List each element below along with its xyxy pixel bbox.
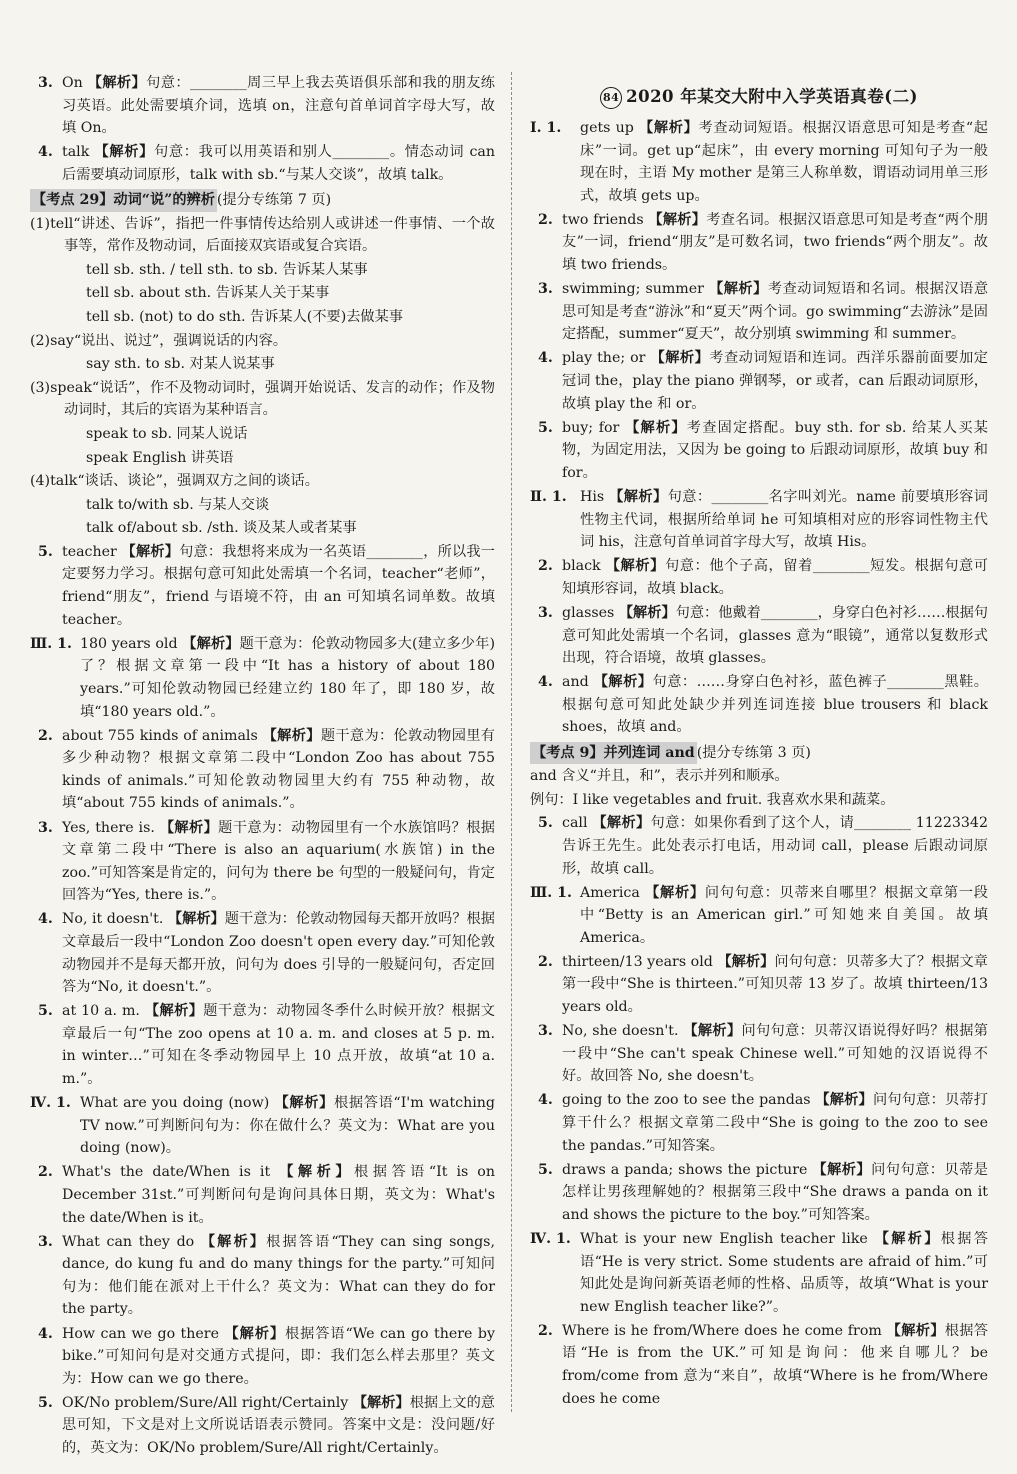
analysis-text: 题干意为：伦敦动物园多大(建立多少年)了？根据文章第一段中“It has a history of about 180 years.”可知伦敦动物园已经建立约 180 年了，即 180 岁，故填“180 years old.”。 [80, 635, 495, 720]
analysis-tag: 【解析】 [886, 1322, 945, 1339]
analysis-text: 句意：我想将来成为一名英语________，所以我一定要努力学习。根据句意可知此处需填一个名词，teacher“老师”，friend“朋友”，friend 与语境不符，由 an 可知填名词单数。故填 teacher。 [62, 543, 495, 628]
answer-text: Where is he from/Where does he come from [562, 1322, 882, 1339]
item-body [580, 882, 988, 950]
answer-item [30, 1000, 495, 1090]
answer-text: How can we go there [62, 1325, 219, 1342]
answer-item [530, 882, 988, 950]
left-column [30, 72, 495, 1461]
analysis-text: 句意：________名字叫刘光。name 前要填形容词性物主代词，根据所给单词 he 可知填相对应的形容词性物主代词 his，注意句首单词首字母大写，故填 His。 [580, 489, 988, 551]
item-body [62, 541, 495, 631]
key-point-text: (1)tell“讲述、告诉”，指把一件事情传达给别人或讲述一件事情、一个故事等，常作及物动词，后面接双宾语或复合宾语。 [30, 215, 495, 255]
item-body [62, 817, 495, 907]
analysis-text: 句意：我可以用英语和别人________。情态动词 can 后需要填动词原形，talk with sb.“与某人交谈”，故填 talk。 [62, 144, 495, 183]
answer-text: No, she doesn't. [562, 1023, 679, 1040]
item-number: 2. [538, 558, 553, 575]
analysis-tag: 【解析】 [650, 350, 710, 367]
answer-item [30, 72, 495, 140]
analysis-text: 句意：如果你看到了这个人，请________ 11223342 告诉王先生。此处表示打电话，用动词 call，please 后跟动词原形，故填 call。 [562, 815, 988, 877]
exam-title [530, 86, 988, 109]
analysis-tag: 【解析】 [639, 120, 699, 136]
analysis-tag: 【解析】 [274, 1095, 334, 1112]
analysis-tag: 【解析】 [262, 727, 321, 744]
answer-text: thirteen/13 years old [562, 953, 713, 970]
item-number: 2. [38, 1164, 53, 1181]
key-point-text: (3)speak“说话”，作不及物动词时，强调开始说话、发言的动作；作及物动词时，其后的宾语为某种语言。 [30, 379, 495, 419]
item-body [562, 1320, 988, 1410]
answer-item [530, 951, 988, 1019]
answer-item [530, 486, 988, 554]
item-number: 3. [538, 1023, 553, 1040]
answer-text: teacher [62, 543, 117, 560]
analysis-text: 根据答语“He is very strict. Some students are afraid of him.”可知此处是询问新英语老师的性格、品质等，故填“What is your new English teacher like?”。 [580, 1231, 988, 1315]
item-body [580, 117, 988, 207]
key-point-heading [30, 188, 495, 212]
answer-text: On [62, 75, 83, 91]
answer-text: glasses [562, 604, 615, 621]
analysis-tag: 【解析】 [121, 543, 180, 560]
answer-item [530, 1159, 988, 1227]
item-number: Ⅱ. 1. [530, 489, 567, 505]
item-number: 2. [538, 1322, 553, 1339]
key-point-text: and 含义“并且，和”，表示并列和顺承。 [530, 768, 789, 785]
item-body [62, 908, 495, 998]
item-body [562, 812, 988, 880]
analysis-text: 根据上文的意思可知，下文是对上文所说话语表示赞同。答案中文是：没问题/好的，英文为：OK/No problem/Sure/All right/Certainly。 [62, 1394, 495, 1457]
item-body [80, 633, 495, 723]
item-body [62, 1231, 495, 1321]
key-point-text: tell sb. (not) to do sth. 告诉某人(不要)去做某事 [86, 308, 403, 325]
answer-text: 180 years old [80, 635, 178, 652]
answer-item [530, 117, 988, 207]
answer-item [30, 633, 495, 723]
analysis-tag: 【解析】 [625, 419, 687, 436]
item-body [562, 1089, 988, 1157]
answer-text: His [580, 489, 605, 505]
item-body [62, 141, 495, 186]
answer-item [530, 1089, 988, 1157]
analysis-text: 句意：他个子高，留着________短发。根据句意可知填形容词，故填 black。 [562, 558, 988, 597]
item-number: 2. [38, 727, 53, 744]
analysis-text: 题干意为：伦敦动物园里有多少种动物？根据文章第二段中“London Zoo has about 755 kinds of animals.”可知伦敦动物园里大约有 755 种动物，故填“about 755 kinds of animals.”。 [62, 727, 495, 812]
analysis-tag: 【解析】 [648, 211, 707, 228]
answer-text: draws a panda; shows the picture [562, 1161, 808, 1178]
answer-item [530, 671, 988, 739]
answer-text: call [562, 815, 588, 832]
answer-item [530, 417, 988, 485]
key-point-heading [530, 741, 988, 765]
key-point-label: 【考点 9】并列连词 and [530, 742, 697, 765]
answer-item [530, 278, 988, 346]
analysis-tag: 【解析】 [144, 1003, 204, 1020]
answer-text: gets up [580, 120, 634, 136]
item-body [62, 725, 495, 815]
item-body [580, 1228, 988, 1318]
analysis-text: 根据答语“He is from the UK.”可知是询问：他来自哪儿？be from/come from 意为“来自”，故填“Where is he from/Where does he come [562, 1322, 988, 1407]
item-number: Ⅳ. 1. [30, 1095, 71, 1112]
analysis-text: 问句句意：贝蒂是怎样让男孩理解她的？根据第三段中“She draws a panda on it and shows the picture to the boy.”可知答案。 [562, 1161, 988, 1223]
answer-text: talk [62, 144, 90, 161]
analysis-text: 根据答语“I'm watching TV now.”可判断问句为：你在做什么？英文为：What are you doing (now)。 [80, 1095, 495, 1157]
key-point-text: say sth. to sb. 对某人说某事 [86, 356, 275, 373]
item-number: 3. [38, 75, 53, 91]
item-body [80, 1092, 495, 1160]
item-number: 3. [38, 819, 53, 836]
answer-item [30, 141, 495, 186]
answer-item [30, 1092, 495, 1160]
key-point-label: 【考点 29】动词“说”的辨析 [30, 189, 217, 212]
analysis-text: 考查固定搭配。buy sth. for sb. 给某人买某物，为固定用法，又因为 be going to 后跟动词原形，故填 buy 和 for。 [562, 419, 988, 481]
answer-item [530, 1020, 988, 1088]
answer-text: buy; for [562, 419, 620, 436]
key-point-text: tell sb. about sth. 告诉某人关于某事 [86, 285, 330, 302]
key-point-text: (2)say“说出、说过”，强调说话的内容。 [30, 332, 287, 349]
key-point-text: tell sb. sth. / tell sth. to sb. 告诉某人某事 [86, 261, 368, 278]
analysis-tag: 【解析】 [159, 819, 219, 836]
item-body [62, 1323, 495, 1391]
answer-item [530, 347, 988, 415]
analysis-text: 考查名词。根据汉语意思可知是考查“两个朋友”一词，friend“朋友”是可数名词，two friends“两个朋友”。故填 two friends。 [562, 211, 988, 274]
answer-text: America [580, 884, 640, 901]
analysis-tag: 【解析】 [182, 635, 240, 652]
answer-item [30, 1231, 495, 1321]
item-number: 5. [38, 1003, 53, 1020]
column-divider [511, 72, 512, 1412]
answer-item [530, 812, 988, 880]
key-point-reference: (提分专练第 7 页) [216, 191, 332, 208]
answer-item [30, 1323, 495, 1391]
item-body [562, 671, 988, 739]
answer-text: Yes, there is. [62, 819, 155, 836]
analysis-text: 问句句意：贝蒂多大了？根据文章第一段中“She is thirteen.”可知贝蒂 13 岁了。故填 thirteen/13 years old。 [562, 953, 988, 1016]
item-body [562, 278, 988, 346]
item-number: 4. [538, 350, 553, 367]
exam-title-text: 2020 年某交大附中入学英语真卷(二) [626, 87, 918, 106]
answer-item [30, 541, 495, 631]
answer-text: and [562, 674, 589, 691]
analysis-tag: 【解析】 [352, 1394, 410, 1411]
analysis-text: 题干意为：动物园里有一个水族馆吗？根据文章第二段中“There is also an aquarium(水族馆) in the zoo.”可知答案是肯定的，问句为 there be 句型的一般疑问句，肯定回答为“Yes, there is.”。 [62, 819, 495, 904]
analysis-tag: 【解析】 [200, 1233, 267, 1250]
item-number: 5. [538, 1161, 553, 1178]
analysis-tag: 【解析】 [815, 1092, 873, 1109]
item-number: 4. [538, 1092, 553, 1109]
analysis-text: 根据答语“They can sing songs, dance, do kung fu and do many things for the party.”可知问句为：他们能在派对上干什么？英文为：What can they do for the party。 [62, 1233, 495, 1318]
analysis-tag: 【解析】 [618, 604, 676, 621]
analysis-text: 问句句意：贝蒂打算干什么？根据文章第二段中“She is going to the zoo to see the pandas.”可知答案。 [562, 1092, 988, 1154]
answer-text: What can they do [62, 1233, 195, 1250]
item-body [562, 347, 988, 415]
answer-text: OK/No problem/Sure/All right/Certainly [62, 1394, 349, 1411]
exam-number-badge: 84 [600, 87, 622, 109]
analysis-tag: 【解析】 [683, 1023, 742, 1040]
key-point-text: (4)talk“谈话、谈论”，强调双方之间的谈话。 [30, 473, 319, 490]
analysis-tag: 【解析】 [279, 1164, 355, 1181]
answer-text: black [562, 558, 601, 575]
right-column-content [530, 117, 988, 1410]
answer-text: going to the zoo to see the pandas [562, 1092, 811, 1109]
item-body [562, 417, 988, 485]
answer-item [530, 1228, 988, 1318]
analysis-text: 考查动词短语和连词。西洋乐器前面要加定冠词 the，play the piano 弹钢琴，or 或者，can 后跟动词原形，故填 play the 和 or。 [562, 350, 988, 412]
item-number: Ⅲ. 1. [30, 635, 72, 652]
key-point-text: speak English 讲英语 [86, 449, 234, 466]
answer-item [30, 725, 495, 815]
answer-text: play the; or [562, 350, 646, 367]
answer-item [30, 1392, 495, 1460]
answer-item [530, 209, 988, 277]
analysis-text: 问句句意：贝蒂汉语说得好吗？根据第一段中“She can't speak Chinese well.”可知她的汉语说得不好。故回答 No, she doesn't。 [562, 1023, 988, 1085]
item-number: 5. [538, 815, 553, 832]
item-number: 2. [538, 211, 553, 228]
answer-item [530, 1320, 988, 1410]
item-number: 3. [538, 281, 553, 298]
item-number: 2. [538, 953, 553, 970]
item-body [62, 1161, 495, 1229]
item-number: 5. [38, 1394, 53, 1411]
analysis-text: 题干意为：动物园冬季什么时候开放？根据文章最后一句“The zoo opens at 10 a. m. and closes at 5 p. m. in winter…”可知在冬季动物园早上 10 点开放，故填“at 10 a. m.”。 [62, 1003, 495, 1088]
analysis-text: 句意：……身穿白色衬衫，蓝色裤子________黑鞋。根据句意可知此处缺少并列连词连接 blue trousers 和 black shoes，故填 and。 [562, 674, 988, 736]
analysis-tag: 【解析】 [709, 281, 768, 298]
answer-item [30, 1161, 495, 1229]
analysis-tag: 【解析】 [609, 489, 668, 505]
item-number: 4. [38, 911, 53, 928]
key-point-text: 例句：I like vegetables and fruit. 我喜欢水果和蔬菜。 [530, 791, 895, 808]
analysis-tag: 【解析】 [87, 75, 147, 91]
item-body [562, 1020, 988, 1088]
analysis-tag: 【解析】 [605, 558, 665, 575]
item-body [580, 486, 988, 554]
item-body [62, 72, 495, 140]
analysis-text: 考查动词短语和名词。根据汉语意思可知是考查“游泳”和“夏天”两个词。go swimming“去游泳”是固定搭配，summer“夏天”，故分别填 swimming 和 summer。 [562, 281, 989, 343]
analysis-tag: 【解析】 [874, 1231, 941, 1247]
item-number: Ⅳ. 1. [530, 1231, 571, 1247]
analysis-tag: 【解析】 [645, 884, 705, 901]
key-point-text: talk of/about sb. /sth. 谈及某人或者某事 [86, 520, 357, 537]
analysis-tag: 【解析】 [167, 911, 225, 928]
analysis-tag: 【解析】 [717, 953, 775, 970]
right-column [530, 72, 988, 1412]
key-point-reference: (提分专练第 3 页) [696, 744, 811, 761]
item-number: 4. [38, 1325, 53, 1342]
item-number: Ⅰ. 1. [530, 120, 562, 136]
item-number: 4. [538, 674, 553, 691]
item-body [562, 602, 988, 670]
analysis-tag: 【解析】 [812, 1161, 872, 1178]
key-point-text: talk to/with sb. 与某人交谈 [86, 496, 270, 513]
answer-item [30, 817, 495, 907]
answer-text: No, it doesn't. [62, 911, 164, 928]
key-point-text: speak to sb. 同某人说话 [86, 425, 248, 442]
analysis-tag: 【解析】 [224, 1325, 285, 1342]
answer-text: swimming; summer [562, 281, 704, 298]
answer-text: What's the date/When is it [62, 1164, 271, 1181]
answer-text: at 10 a. m. [62, 1003, 140, 1020]
item-body [562, 555, 988, 600]
answer-item [530, 602, 988, 670]
analysis-tag: 【解析】 [94, 144, 154, 161]
answer-text: What are you doing (now) [80, 1095, 270, 1112]
analysis-text: 根据答语“We can go there by bike.”可知问句是对交通方式提问，即：我们怎么样去那里？英文为：How can we go there。 [62, 1325, 495, 1387]
answer-text: What is your new English teacher like [580, 1231, 868, 1247]
answer-text: about 755 kinds of animals [62, 727, 258, 744]
answer-item [530, 555, 988, 600]
item-number: 5. [538, 419, 553, 436]
answer-text: two friends [562, 211, 644, 228]
answer-item [30, 908, 495, 998]
analysis-text: 句意：________周三早上我去英语俱乐部和我的朋友练习英语。此处需要填介词，选填 on，注意句首单词首字母大写，故填 On。 [62, 75, 495, 137]
analysis-text: 根据答语“It is on December 31st.”可判断问句是询问具体日期，英文为：What's the date/When is it。 [62, 1164, 495, 1226]
analysis-text: 题干意为：伦敦动物园每天都开放吗？根据文章最后一段中“London Zoo doesn't open every day.”可知伦敦动物园并不是每天都开放，问句为 does 引导的一般疑问句，否定回答为“No, it doesn't.”。 [62, 911, 495, 996]
item-number: 5. [38, 543, 53, 560]
analysis-tag: 【解析】 [592, 815, 651, 832]
item-number: 3. [38, 1233, 53, 1250]
item-number: 3. [538, 604, 553, 621]
item-body [562, 951, 988, 1019]
analysis-text: 问句句意：贝蒂来自哪里？根据文章第一段中“Betty is an American girl.”可知她来自美国。故填 America。 [580, 884, 988, 946]
item-number: 4. [38, 144, 53, 161]
analysis-text: 句意：他戴着________，身穿白色衬衫……根据句意可知此处需填一个名词，glasses 意为“眼镜”，通常以复数形式出现，符合语境，故填 glasses。 [562, 604, 988, 667]
item-body [562, 1159, 988, 1227]
analysis-tag: 【解析】 [593, 674, 653, 691]
item-body [62, 1392, 495, 1460]
item-number: Ⅲ. 1. [530, 884, 572, 901]
analysis-text: 考查动词短语。根据汉语意思可知是考查“起床”一词。get up“起床”，由 every morning 可知句子为一般现在时，主语 My mother 是第三人称单数，谓语动词用单三形式，故填 gets up。 [580, 120, 988, 204]
item-body [562, 209, 988, 277]
item-body [62, 1000, 495, 1090]
